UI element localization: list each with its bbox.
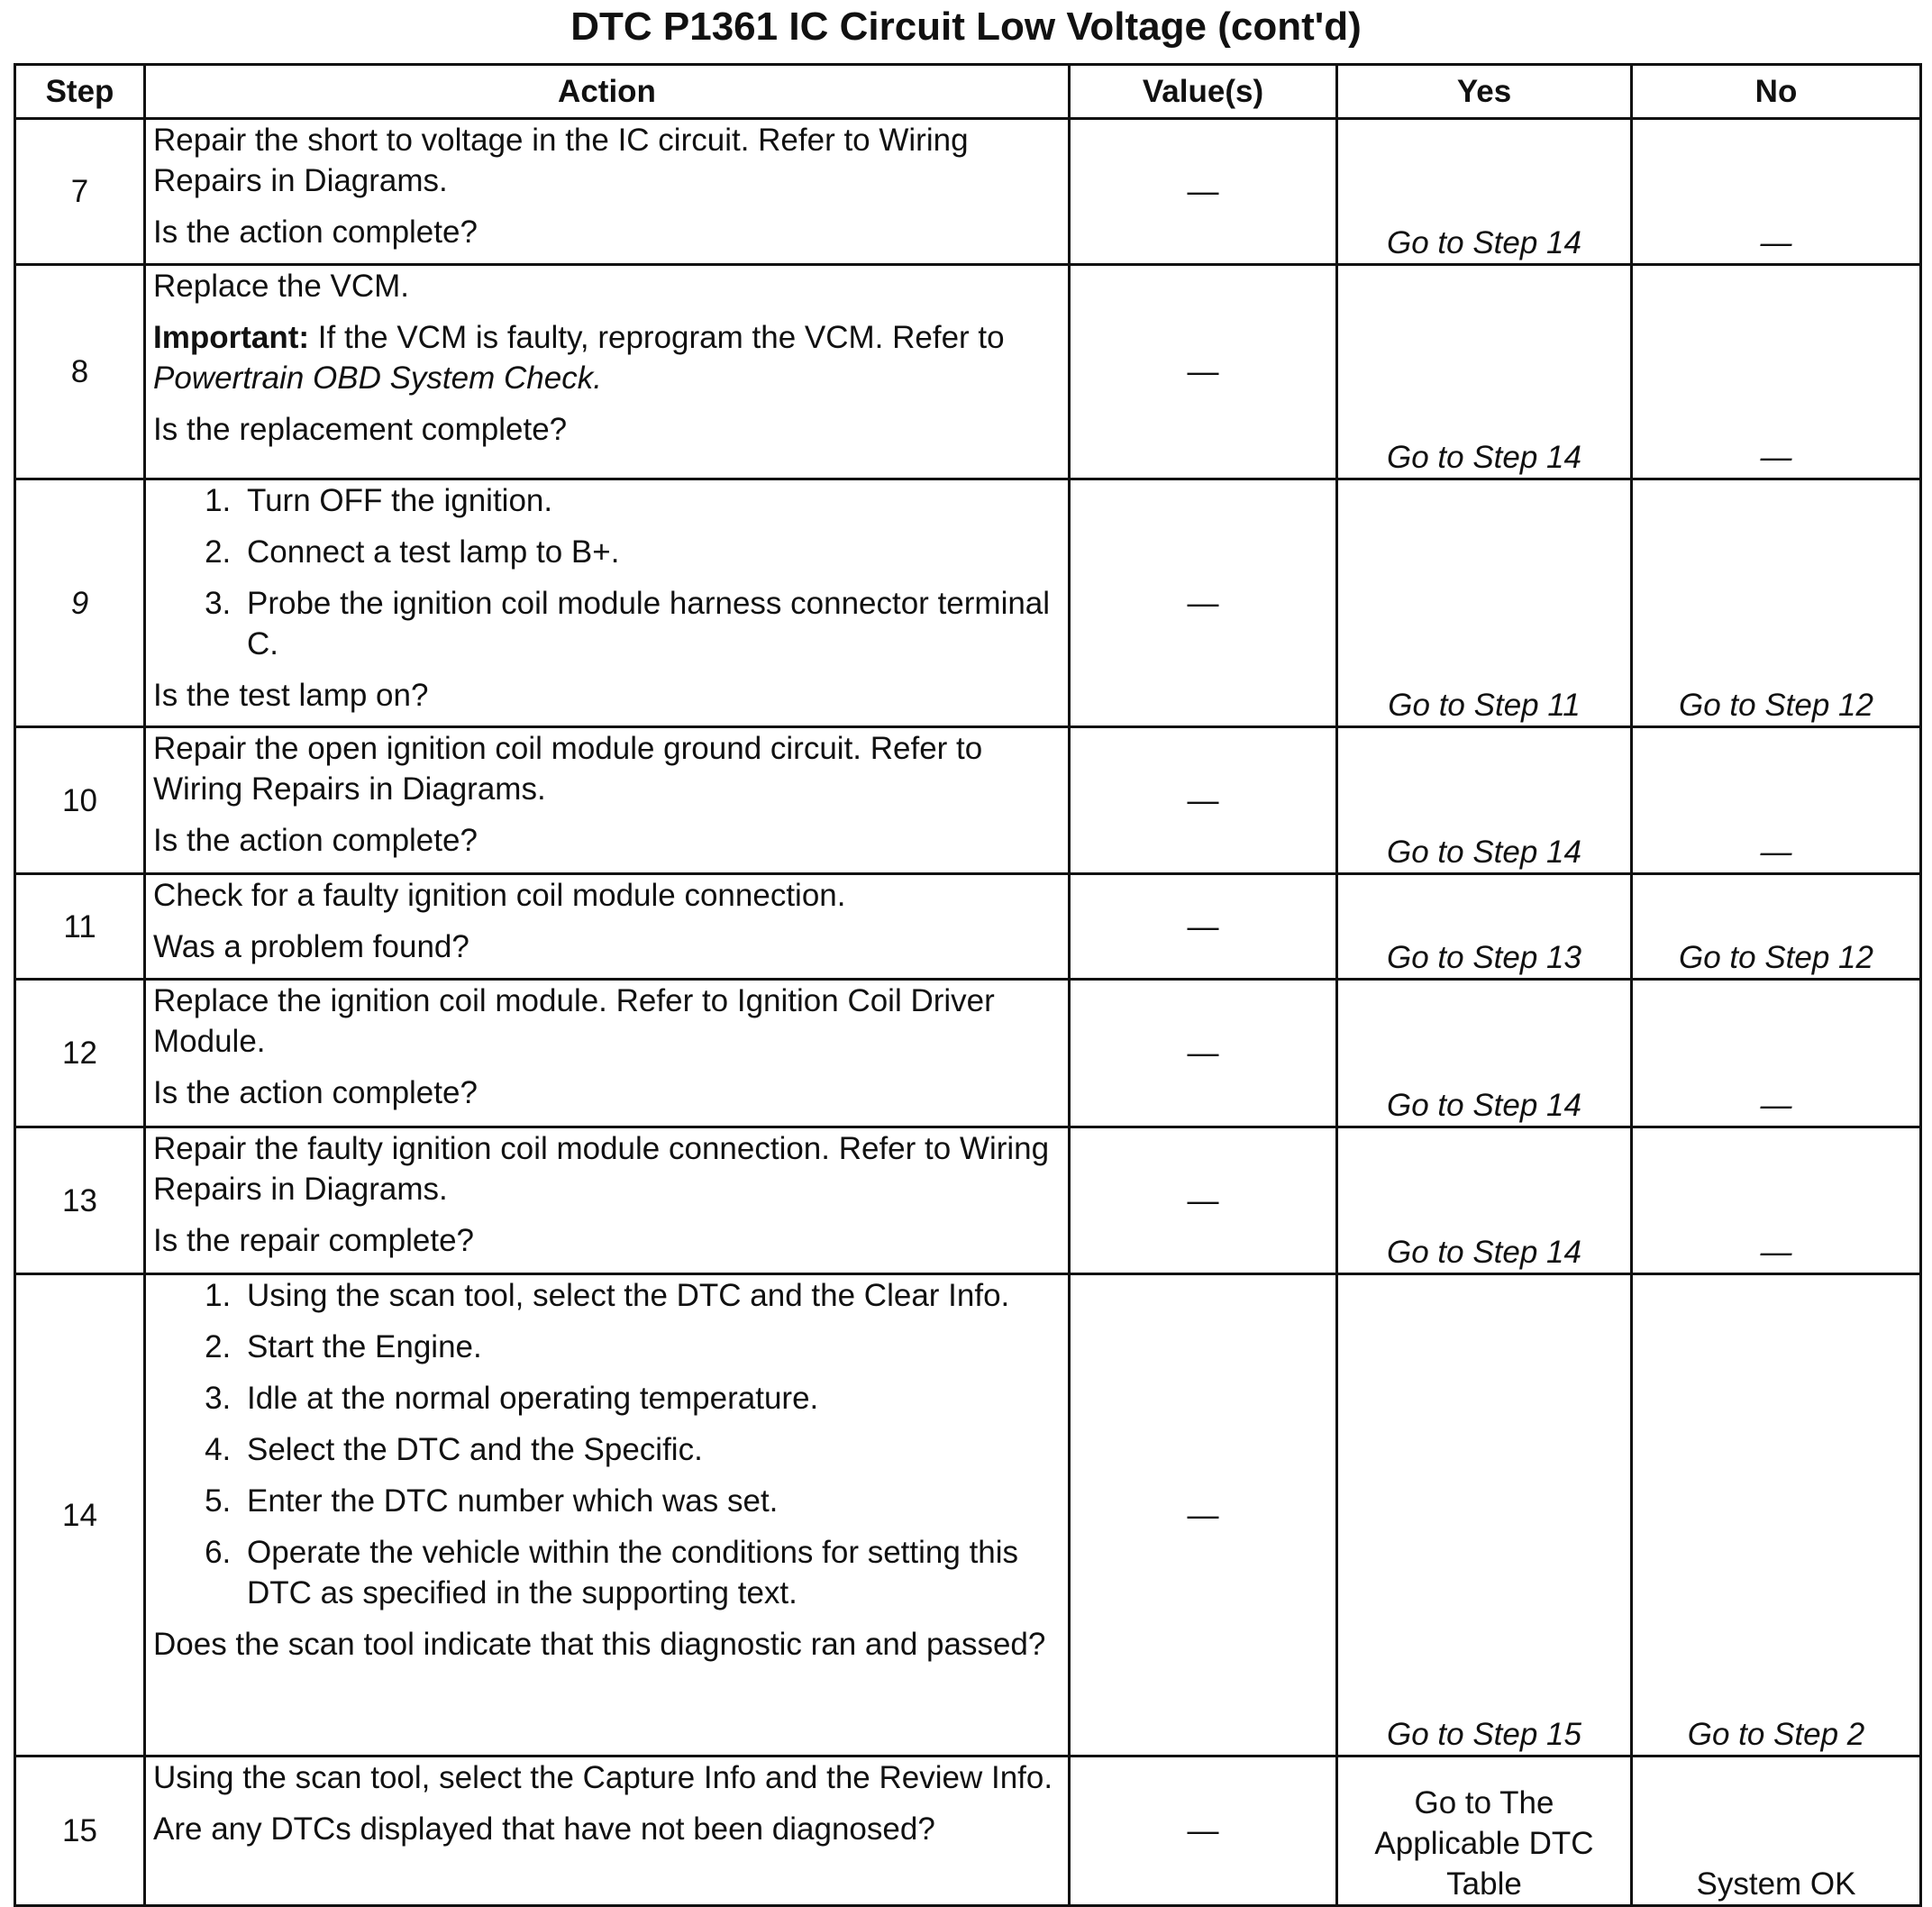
yes-cell: Go to Step 15 — [1337, 1274, 1632, 1756]
action-question: Are any DTCs displayed that have not been diagnosed? — [153, 1811, 935, 1847]
action-question: Does the scan tool indicate that this diagnostic ran and passed? — [153, 1627, 1046, 1662]
value-cell: — — [1070, 874, 1337, 980]
procedure-step: 6. Operate the vehicle within the conditions for setting this DTC as specified in the supporting text. — [240, 1532, 1061, 1613]
action-text: Repair the short to voltage in the IC circuit. Refer to Wiring Repairs in Diagrams. — [153, 123, 969, 198]
no-cell: — — [1632, 727, 1921, 874]
yes-cell: Go to Step 14 — [1337, 119, 1632, 265]
no-cell: — — [1632, 265, 1921, 479]
header-row — [15, 65, 1921, 119]
action-cell — [145, 1274, 1070, 1756]
action-cell — [145, 479, 1070, 727]
no-cell: — — [1632, 1127, 1921, 1274]
action-text: Replace the VCM. — [153, 269, 410, 304]
action-question: Is the replacement complete? — [153, 412, 568, 447]
value-cell: — — [1070, 1127, 1337, 1274]
action-text: Repair the faulty ignition coil module connection. Refer to Wiring Repairs in Diagrams. — [153, 1131, 1050, 1207]
yes-cell: Go to Step 14 — [1337, 1127, 1632, 1274]
col-header-values: Value(s) — [1070, 65, 1337, 119]
step-number: 12 — [15, 980, 145, 1127]
action-cell — [145, 119, 1070, 265]
procedure-step: 3. Idle at the normal operating temperature. — [240, 1378, 1061, 1419]
value-cell: — — [1070, 265, 1337, 479]
procedure-step: 2. Start the Engine. — [240, 1327, 1061, 1367]
procedure-step: 1. Using the scan tool, select the DTC and the Clear Info. — [240, 1275, 1061, 1316]
step-number: 14 — [15, 1274, 145, 1756]
action-text: Replace the ignition coil module. Refer to Ignition Coil Driver Module. — [153, 983, 995, 1059]
yes-cell: Go to Step 11 — [1337, 479, 1632, 727]
no-cell: Go to Step 2 — [1632, 1274, 1921, 1756]
procedure-list — [153, 480, 1061, 664]
step-number: 15 — [15, 1756, 145, 1906]
important-note — [153, 317, 1061, 398]
table-row — [15, 980, 1921, 1127]
step-number: 7 — [15, 119, 145, 265]
action-cell — [145, 1756, 1070, 1906]
yes-cell: Go to Step 14 — [1337, 265, 1632, 479]
diagnostic-table — [14, 63, 1922, 1907]
action-cell — [145, 874, 1070, 980]
procedure-list — [153, 1275, 1061, 1613]
procedure-step: 5. Enter the DTC number which was set. — [240, 1481, 1061, 1521]
yes-cell: Go to The Applicable DTC Table — [1337, 1756, 1632, 1906]
action-cell — [145, 265, 1070, 479]
yes-cell: Go to Step 13 — [1337, 874, 1632, 980]
table-row — [15, 119, 1921, 265]
no-cell: — — [1632, 119, 1921, 265]
action-text: Repair the open ignition coil module ground circuit. Refer to Wiring Repairs in Diagrams. — [153, 731, 983, 807]
value-cell: — — [1070, 727, 1337, 874]
no-cell: Go to Step 12 — [1632, 479, 1921, 727]
procedure-step: 3. Probe the ignition coil module harness connector terminal C. — [240, 583, 1061, 664]
action-cell — [145, 1127, 1070, 1274]
action-question: Was a problem found? — [153, 929, 469, 964]
no-cell: Go to Step 12 — [1632, 874, 1921, 980]
action-question: Is the action complete? — [153, 214, 478, 250]
action-question: Is the action complete? — [153, 823, 478, 858]
table-row — [15, 1274, 1921, 1756]
col-header-yes: Yes — [1337, 65, 1632, 119]
table-row — [15, 727, 1921, 874]
page-title: DTC P1361 IC Circuit Low Voltage (cont'd) — [570, 5, 1362, 49]
table-row — [15, 874, 1921, 980]
table-row — [15, 1127, 1921, 1274]
step-number: 8 — [15, 265, 145, 479]
no-cell: System OK — [1632, 1756, 1921, 1906]
important-reference: Powertrain OBD System Check. — [153, 360, 602, 396]
step-number: 11 — [15, 874, 145, 980]
action-cell — [145, 727, 1070, 874]
col-header-step: Step — [15, 65, 145, 119]
step-number: 9 — [15, 479, 145, 727]
yes-cell: Go to Step 14 — [1337, 980, 1632, 1127]
value-cell: — — [1070, 1756, 1337, 1906]
step-number: 10 — [15, 727, 145, 874]
value-cell: — — [1070, 1274, 1337, 1756]
table-row — [15, 265, 1921, 479]
action-question: Is the test lamp on? — [153, 678, 429, 713]
procedure-step: 4. Select the DTC and the Specific. — [240, 1429, 1061, 1470]
important-label: Important: — [153, 320, 310, 355]
value-cell: — — [1070, 119, 1337, 265]
col-header-action: Action — [145, 65, 1070, 119]
col-header-no: No — [1632, 65, 1921, 119]
action-question: Is the action complete? — [153, 1075, 478, 1110]
table-row — [15, 1756, 1921, 1906]
procedure-step: 1. Turn OFF the ignition. — [240, 480, 1061, 521]
important-text: If the VCM is faulty, reprogram the VCM. Refer to — [317, 320, 1005, 355]
action-text: Check for a faulty ignition coil module connection. — [153, 878, 846, 913]
table-row — [15, 479, 1921, 727]
action-text: Using the scan tool, select the Capture Info and the Review Info. — [153, 1760, 1053, 1795]
yes-cell: Go to Step 14 — [1337, 727, 1632, 874]
procedure-step: 2. Connect a test lamp to B+. — [240, 532, 1061, 572]
value-cell: — — [1070, 479, 1337, 727]
step-number: 13 — [15, 1127, 145, 1274]
no-cell: — — [1632, 980, 1921, 1127]
action-cell — [145, 980, 1070, 1127]
value-cell: — — [1070, 980, 1337, 1127]
action-question: Is the repair complete? — [153, 1223, 475, 1258]
